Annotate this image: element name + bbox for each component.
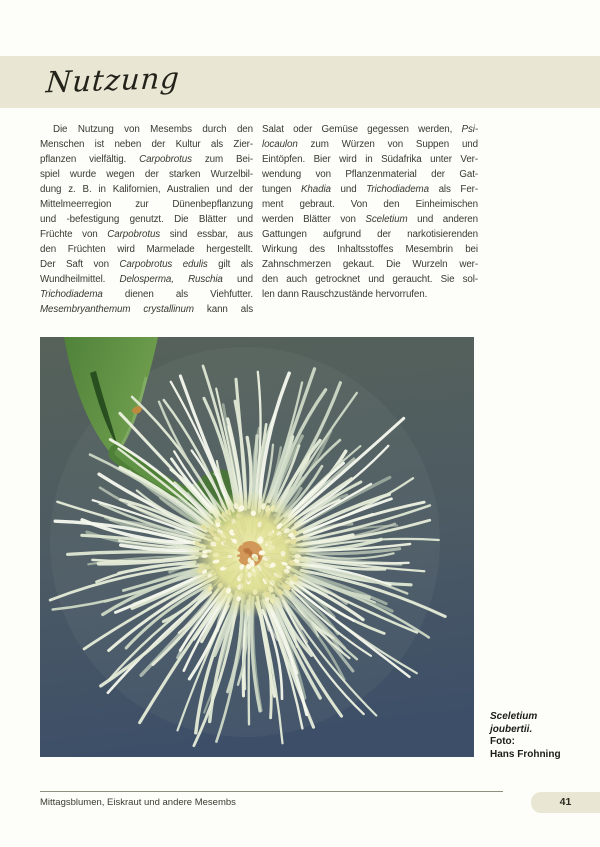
text-line: Mesembryanthemum crystallinum kann als: [40, 304, 253, 315]
photo-caption-line: Hans Frohning: [490, 748, 561, 760]
photo-caption-line: Foto:: [490, 736, 515, 747]
text-line: Gattungen aufgrund der narkotisierenden: [262, 229, 478, 240]
text-line: wendung von Pflanzenmaterial der Gat-: [262, 169, 478, 180]
text-line: und -befestigung genutzt. Die Blätter und: [40, 214, 253, 225]
text-line: locaulon zum Würzen von Suppen und: [262, 139, 478, 150]
page-number-badge: [531, 792, 600, 813]
photo-caption-line: joubertii.: [490, 723, 533, 735]
page-number: 41: [559, 796, 572, 808]
footer-rule: [40, 791, 503, 792]
text-line: pflanzen vielfältig. Carpobrotus zum Bei-: [40, 154, 253, 165]
text-column-right: [262, 122, 478, 302]
chapter-title: Nutzung: [44, 60, 182, 100]
text-line: spiel wurde wegen der starken Wurzelbil-: [40, 169, 253, 180]
text-line: tungen Khadia und Trichodiadema als Fer-: [262, 184, 478, 195]
photo-caption: [490, 711, 596, 761]
flower-photo: [40, 337, 474, 757]
text-line: len dann Rauschzustände hervorrufen.: [262, 289, 428, 300]
text-line: Wirkung des Inhaltsstoffes Mesembrin bei: [262, 244, 478, 255]
text-line: Der Saft von Carpobrotus edulis gilt als: [40, 259, 253, 270]
text-line: Eintöpfen. Bier wird in Südafrika unter Ver-: [262, 154, 478, 165]
text-line: ment gebraut. Von den Einheimischen: [262, 199, 478, 210]
text-line: Die Nutzung von Mesembs durch den: [53, 124, 253, 135]
text-line: Trichodiadema dienen als Viehfutter.: [40, 289, 253, 300]
text-line: den Früchten wird Marmelade hergestellt.: [40, 244, 253, 255]
text-line: den auch getrocknet und geraucht. Sie sol-: [262, 274, 478, 285]
text-line: Salat oder Gemüse gegessen werden, Psi-: [262, 124, 478, 135]
text-line: Mittelmeerregion zur Dünenbepflanzung: [40, 199, 253, 210]
flower-photo-illustration: [40, 337, 474, 757]
text-column-left: [40, 122, 253, 317]
text-line: Wundheilmittel. Delosperma, Ruschia und: [40, 274, 253, 285]
photo-caption-line: Sceletium: [490, 711, 538, 722]
text-line: werden Blätter von Sceletium und anderen: [262, 214, 478, 225]
text-line: Menschen ist neben der Kultur als Zier-: [40, 139, 253, 150]
text-line: Zahnschmerzen gekaut. Die Wurzeln wer-: [262, 259, 478, 270]
footer-chapter-title: Mittagsblumen, Eiskraut und andere Mesembs: [40, 797, 236, 808]
text-line: Früchte von Carpobrotus sind essbar, aus: [40, 229, 253, 240]
text-line: dung z. B. in Kalifornien, Australien und der: [40, 184, 253, 195]
